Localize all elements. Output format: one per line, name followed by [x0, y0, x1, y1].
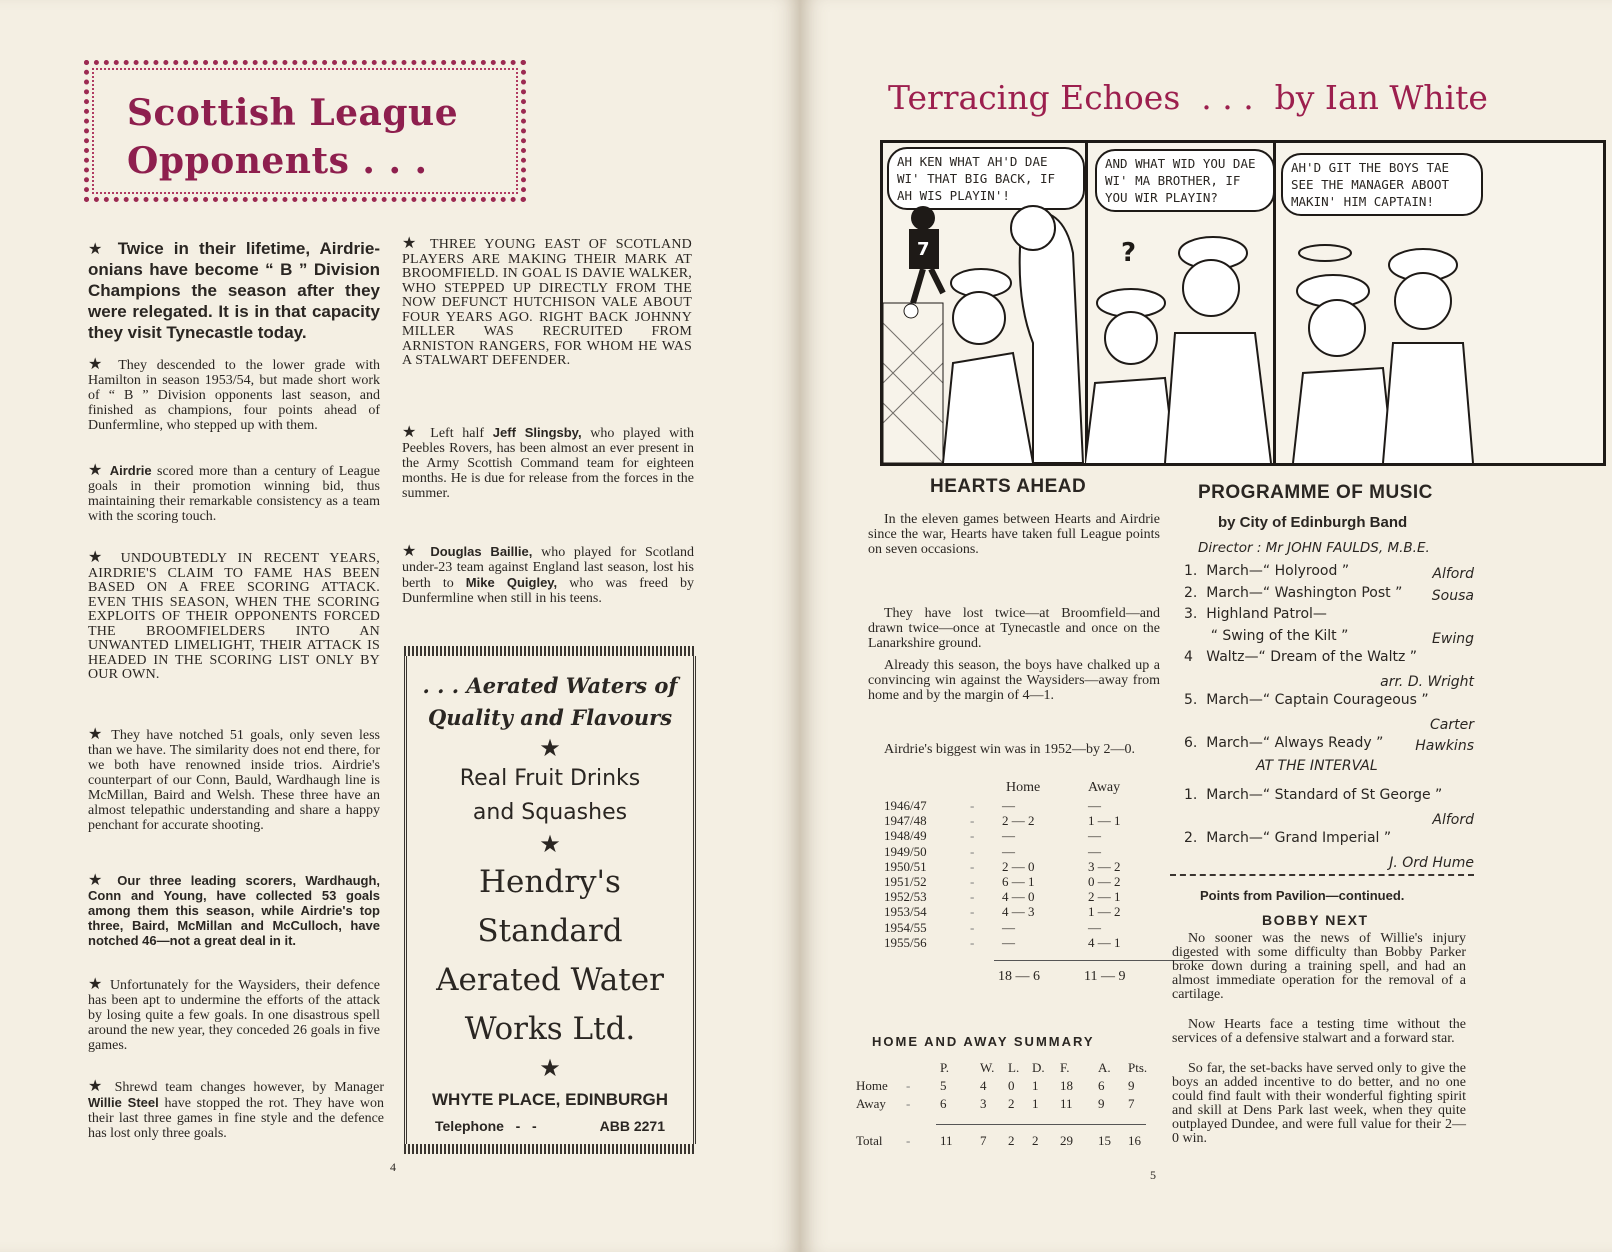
summary-row [856, 1096, 1156, 1114]
player-name: Jeff Slingsby, [492, 425, 582, 440]
paragraph: They have lost twice—at Broomfield—and drawn twice—once at Tynecastle and once on the Lanarkshire ground. [868, 606, 1160, 651]
music-item [1184, 625, 1474, 647]
home-score: — [1002, 843, 1015, 859]
music-title: 5. March—“ Captain Courageous ” [1184, 692, 1429, 708]
section-heading: HEARTS AHEAD [930, 476, 1087, 497]
star-icon: ★ [539, 830, 561, 858]
player-name: Douglas Baillie, [430, 544, 533, 559]
music-item [1184, 689, 1474, 711]
paragraph [402, 543, 694, 606]
page-title: Terracing Echoes . . . by Ian White [888, 78, 1488, 117]
paragraph: In the eleven games between Hearts and Airdrie since the war, Hearts have taken full League points on seven occasions. [868, 512, 1160, 557]
advertisement [404, 636, 696, 1164]
summary-grid [856, 1060, 1156, 1151]
column-header: Home [1006, 780, 1041, 795]
cell: Pts. [1128, 1060, 1148, 1075]
cell: 9 [1128, 1078, 1135, 1093]
home-score: — [1002, 828, 1015, 844]
cell: W. [980, 1060, 995, 1075]
paragraph-text: They descended to the lower grade with Hamilton in season 1953/54, but made short work of “ B ” Division opponents last season, and finished as champions, four points ahead of Dunfermline, who stepped up with them. [88, 358, 380, 433]
results-rows [884, 798, 1174, 950]
paragraph-text: who played with Peebles Rovers, has been almost an ever present in the Army Scottish Command team for eighteen months. He is due for release from the forces in the summer. [402, 426, 695, 501]
svg-text:?: ? [1121, 238, 1137, 268]
paragraph-text: Unfortunately for the Waysiders, their defence has been apt to undermine the efforts of the attack by losing quite a few goals. In one disastrous spell around the new year, they conceded 26 goals in five games. [88, 978, 380, 1053]
music-title: 3. Highland Patrol— [1184, 606, 1327, 622]
music-item [1184, 806, 1474, 828]
column-header: Away [1088, 780, 1121, 795]
paragraph-text: They have notched 51 goals, only seven less than we have. The similarity does not end there, for we both have renowned inside trios. Airdrie's counterpart of our Conn, Bauld, Wardhaugh line is McMillan, Baird and Welsh. These three have an almost telepathic understanding and share a happy penchant for accurate shooting. [88, 728, 381, 833]
cell: 6 [940, 1096, 947, 1111]
separator: - [970, 813, 975, 829]
cell: F. [1060, 1060, 1070, 1075]
ad-line: Real Fruit Drinks [459, 766, 641, 791]
speech-bubble: AND WHAT WID YOU DAE WI' MA BROTHER, IF YOU WIR PLAYIN? [1095, 149, 1275, 212]
left-column-1 [88, 238, 380, 343]
cartoon-drawing [883, 143, 1085, 463]
composer: Hawkins [1415, 738, 1474, 754]
results-header [884, 780, 1174, 798]
star-icon: ★ [88, 354, 109, 373]
separator: - [906, 1133, 911, 1148]
home-score: 4 — 3 [1002, 904, 1035, 920]
ad-company-name: Aerated Water [436, 962, 664, 998]
ad-company-name: Works Ltd. [464, 1011, 636, 1047]
music-item [1184, 827, 1474, 849]
cell: 2 [1008, 1096, 1015, 1111]
paragraph-text: Our three leading scorers, Wardhaugh, Conn and Young, have collected 53 goals among them this season, while Airdrie's top three, Baird, McMillan and McCulloch, have notched 46—not a great deal in it. [88, 873, 381, 948]
star-icon: ★ [88, 724, 106, 743]
music-title: 6. March—“ Always Ready ” [1184, 735, 1384, 751]
cartoon-drawing [1085, 143, 1273, 463]
composer: Carter [1430, 716, 1474, 733]
row-label: Home [856, 1078, 888, 1093]
music-list [1184, 560, 1474, 754]
section-heading: Points from Pavilion—continued. [1200, 888, 1405, 903]
results-row [884, 889, 1174, 904]
separator: - [970, 858, 975, 874]
row-label: Total [856, 1133, 883, 1148]
cell: L. [1008, 1060, 1020, 1075]
paragraph [88, 976, 380, 1053]
separator: - [906, 1078, 911, 1093]
season: 1946/47 [884, 798, 927, 813]
season: 1949/50 [884, 843, 927, 859]
separator: - [970, 889, 975, 905]
away-score: — [1088, 919, 1101, 935]
star-icon: ★ [402, 541, 422, 560]
away-score: 4 — 1 [1088, 934, 1121, 950]
paragraph [88, 547, 380, 683]
separator: - [970, 873, 975, 889]
home-score: 2 — 2 [1002, 813, 1035, 829]
team-name: Airdrie [109, 463, 152, 478]
paragraph [88, 872, 380, 948]
music-item [1184, 560, 1474, 582]
season: 1952/53 [884, 889, 927, 905]
music-item [1184, 646, 1474, 668]
summary-total [856, 1133, 1156, 1151]
title-line-1: Scottish League [127, 92, 459, 134]
home-score: 4 — 0 [1002, 889, 1035, 905]
cell: 16 [1128, 1133, 1141, 1148]
star-icon: ★ [402, 422, 422, 441]
away-score: — [1088, 798, 1101, 813]
home-score: — [1002, 798, 1015, 813]
music-item [1184, 711, 1474, 733]
star-icon: ★ [539, 1054, 561, 1082]
ad-address: WHYTE PLACE, EDINBURGH [431, 1090, 669, 1109]
season: 1948/49 [884, 828, 927, 844]
paragraph-text: Left half [430, 426, 485, 441]
paragraph-text: UNDOUBTEDLY IN RECENT YEARS, AIRDRIE'S CLAIM TO FAME HAS BEEN BASED ON A FREE SCORING ATTACK. EVEN THIS SEASON, WHEN THE SCORING EXPLOITS OF THEIR OPPONENTS FORCED THE BROOMFIELDERS INTO AN UNWANTED LIMELIGHT, THEIR ATTACK IS HEADED IN THE SCORING LIST ONLY BY OUR OWN. [88, 551, 380, 682]
music-item [1184, 732, 1474, 754]
cell: 1 [1032, 1096, 1039, 1111]
star-icon: ★ [88, 870, 109, 889]
player-number: 7 [917, 239, 930, 260]
paragraph-text: who was freed by Dunfermline when still in his teens. [402, 576, 695, 606]
ad-company-name: Hendry's [479, 864, 621, 900]
results-row [884, 859, 1174, 874]
cell: 1 [1032, 1078, 1039, 1093]
star-icon: ★ [539, 734, 561, 762]
cell: 0 [1008, 1078, 1015, 1093]
row-label: Away [856, 1096, 886, 1111]
cartoon-strip [880, 140, 1606, 466]
home-score: — [1002, 919, 1015, 935]
paragraph [88, 1078, 384, 1141]
summary-table [856, 1060, 1156, 1151]
manager-name: Willie Steel [88, 1095, 159, 1110]
season: 1954/55 [884, 919, 927, 935]
away-score: 0 — 2 [1088, 873, 1121, 889]
band-name: by City of Edinburgh Band [1218, 514, 1408, 531]
cartoon-panel-3 [1273, 143, 1603, 463]
page-title [127, 89, 458, 185]
season: 1955/56 [884, 934, 927, 950]
director: Director : Mr JOHN FAULDS, M.B.E. [1198, 540, 1430, 556]
paragraph-text: who played for Scotland under-23 team against England last season, lost his berth to [402, 545, 695, 591]
music-title: 1. March—“ Holyrood ” [1184, 563, 1350, 579]
page-number: 5 [1150, 1168, 1156, 1182]
right-page [800, 0, 1612, 1252]
cell: 4 [980, 1078, 987, 1093]
paragraph: Already this season, the boys have chalked up a convincing win against the Waysiders—away from home and by the margin of 4—1. [868, 658, 1160, 703]
away-score: 1 — 1 [1088, 813, 1121, 829]
home-score: 2 — 0 [1002, 858, 1035, 874]
cartoon-panel-1 [883, 143, 1088, 463]
results-row [884, 920, 1174, 935]
away-score: — [1088, 828, 1101, 844]
ad-line: Quality and Flavours [427, 705, 673, 730]
ad-company-name: Standard [477, 913, 623, 949]
results-row [884, 813, 1174, 828]
cell: 29 [1060, 1133, 1073, 1148]
interval-heading: AT THE INTERVAL [1256, 758, 1378, 774]
paragraph-text: have stopped the rot. They have won their last three games in fine style and the defence has lost only three goals. [88, 1096, 385, 1141]
music-item [1184, 582, 1474, 604]
ad-line: and Squashes [472, 800, 628, 825]
paragraph: Now Hearts face a testing time without the services of a defensive stalwart and a forward star. [1172, 1017, 1466, 1046]
results-row [884, 874, 1174, 889]
composer: Alford [1432, 566, 1474, 582]
cartoon-panel-2 [1085, 143, 1276, 463]
cell: 9 [1098, 1096, 1105, 1111]
cell: 2 [1008, 1133, 1015, 1148]
season: 1951/52 [884, 873, 927, 889]
cell: 7 [1128, 1096, 1135, 1111]
music-item [1184, 668, 1474, 690]
cell: 3 [980, 1096, 987, 1111]
star-icon: ★ [88, 460, 105, 479]
cell: D. [1032, 1060, 1045, 1075]
title-line-2: Opponents . . . [127, 140, 428, 182]
away-score: 2 — 1 [1088, 889, 1121, 905]
title-box [84, 60, 526, 202]
cell: A. [1098, 1060, 1111, 1075]
paragraph [88, 462, 380, 524]
results-table [884, 780, 1174, 989]
total-away: 11 — 9 [1084, 968, 1126, 984]
paragraph [88, 726, 380, 833]
cell: 6 [1098, 1078, 1105, 1093]
paragraph-text: Shrewd team changes however, by Manager [114, 1080, 385, 1095]
divider [936, 1124, 1146, 1125]
cartoon-drawing [1273, 143, 1603, 463]
music-title: 2. March—“ Grand Imperial ” [1184, 830, 1392, 846]
separator: - [906, 1096, 911, 1111]
speech-bubble: AH KEN WHAT AH'D DAE WI' THAT BIG BACK, IF AH WIS PLAYIN'! [887, 147, 1085, 210]
season: 1947/48 [884, 813, 927, 829]
music-list [1184, 784, 1474, 870]
star-icon: ★ [88, 974, 105, 993]
paragraph: Airdrie's biggest win was in 1952—by 2—0. [884, 742, 1136, 757]
divider [1170, 874, 1474, 876]
lead-text: Twice in their lifetime, Airdrie-onians have become “ B ” Division Champions the season after they were relegated. It is in that capacity they visit Tynecastle today. [88, 239, 380, 342]
section-heading: HOME AND AWAY SUMMARY [872, 1034, 1095, 1049]
subheading: BOBBY NEXT [1262, 912, 1369, 928]
results-row [884, 798, 1174, 813]
cell: P. [940, 1060, 950, 1075]
composer: J. Ord Hume [1389, 854, 1474, 871]
cell: 18 [1060, 1078, 1073, 1093]
season: 1953/54 [884, 904, 927, 920]
section-heading: PROGRAMME OF MUSIC [1198, 482, 1433, 503]
results-row [884, 904, 1174, 919]
music-item [1184, 784, 1474, 806]
home-score: — [1002, 934, 1015, 950]
cell: 15 [1098, 1133, 1111, 1148]
paragraph [88, 356, 380, 433]
composer: Ewing [1432, 630, 1474, 647]
away-score: — [1088, 843, 1101, 859]
player-name: Mike Quigley, [465, 575, 558, 590]
separator: - [970, 843, 975, 859]
music-item [1184, 603, 1474, 625]
ad-line: . . . Aerated Waters of [422, 673, 678, 698]
music-title: 1. March—“ Standard of St George ” [1184, 787, 1443, 803]
star-icon: ★ [88, 547, 110, 566]
results-total [884, 969, 1174, 989]
separator: - [970, 919, 975, 935]
advertisement-inner [404, 656, 696, 1144]
paragraph [402, 424, 694, 501]
star-icon: ★ [402, 233, 422, 252]
cell: 11 [1060, 1096, 1073, 1111]
speech-bubble: AH'D GIT THE BOYS TAE SEE THE MANAGER ABOOT MAKIN' HIM CAPTAIN! [1281, 153, 1483, 216]
season: 1950/51 [884, 858, 927, 874]
composer: arr. D. Wright [1380, 673, 1474, 690]
music-title: 2. March—“ Washington Post ” [1184, 584, 1403, 601]
summary-header [856, 1060, 1156, 1078]
separator: - [970, 828, 975, 844]
paragraph: No sooner was the news of Willie's injury digested with some difficulty than Bobby Parker broke down during a training spell, and had an almost immediate operation for the removal of a cartilage. [1172, 931, 1466, 1002]
lead-paragraph [88, 238, 380, 343]
paragraph-text: THREE YOUNG EAST OF SCOTLAND PLAYERS ARE MAKING THEIR MARK AT BROOMFIELD. IN GOAL IS DAVIE WALKER, WHO STEPPED UP DIRECTLY FROM THE NOW DEFUNCT HUTCHISON VALE ABOUT FOUR YEARS AGO. RIGHT BACK JOHNNY MILLER WAS RECRUITED FROM ARNISTON RANGERS, FOR WHOM HE WAS A STALWART DEFENDER. [402, 237, 692, 368]
results-row [884, 935, 1174, 950]
paragraph [402, 233, 692, 369]
star-icon: ★ [88, 1076, 107, 1095]
separator: - [970, 934, 975, 950]
composer: Sousa [1431, 587, 1474, 604]
paragraph: So far, the set-backs have served only to give the boys an added incentive to do better, and no one could find fault with their wonderful fighting spirit and skill at Dens Park last week, when they quite outplayed Dundee, and were full value for their 2—0 win. [1172, 1061, 1466, 1146]
composer: Alford [1432, 811, 1474, 828]
paragraph-text: scored more than a century of League goals in their promotion winning bid, thus maintaining their remarkable consistency as a team with the scoring touch. [88, 464, 380, 524]
music-title: “ Swing of the Kilt ” [1184, 627, 1349, 644]
telephone-number: ABB 2271 [599, 1118, 665, 1134]
ad-telephone [407, 1118, 693, 1134]
separator: - [970, 798, 975, 813]
telephone-label: Telephone - - [435, 1118, 537, 1134]
cell: 2 [1032, 1133, 1039, 1148]
away-score: 1 — 2 [1088, 904, 1121, 920]
music-item [1184, 849, 1474, 871]
total-home: 18 — 6 [998, 968, 1040, 984]
cell: 11 [940, 1133, 953, 1148]
home-score: 6 — 1 [1002, 873, 1035, 889]
summary-row [856, 1078, 1156, 1096]
cell: 5 [940, 1078, 947, 1093]
page-number: 4 [390, 1160, 396, 1174]
separator: - [970, 904, 975, 920]
away-score: 3 — 2 [1088, 858, 1121, 874]
results-row [884, 844, 1174, 859]
star-icon: ★ [88, 239, 108, 258]
cell: 7 [980, 1133, 987, 1148]
music-title: 4 Waltz—“ Dream of the Waltz ” [1184, 649, 1418, 665]
results-row [884, 828, 1174, 843]
left-page [0, 0, 800, 1252]
